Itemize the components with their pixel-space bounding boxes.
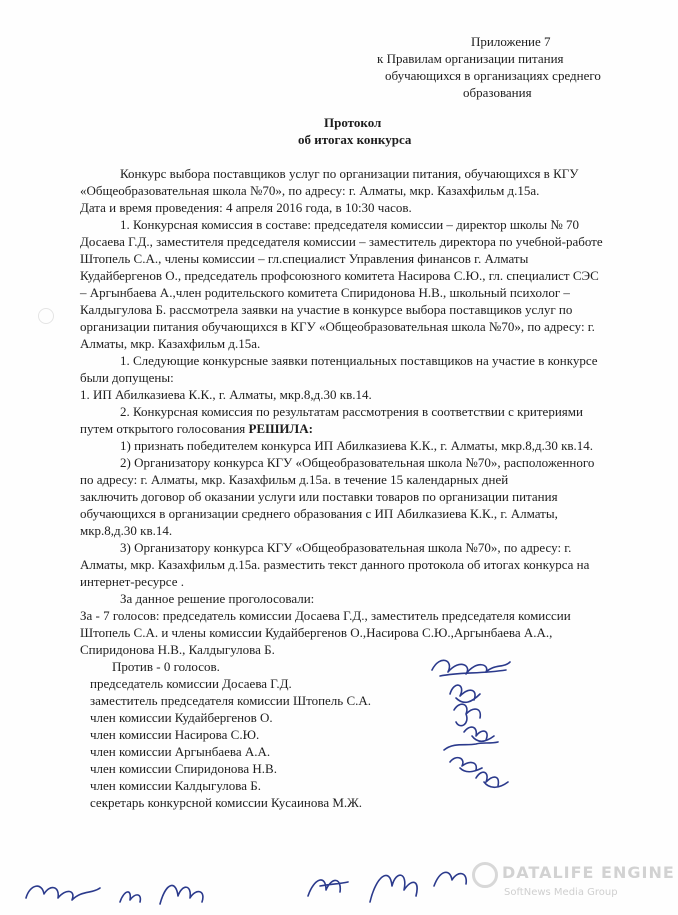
signatory-member: член комиссии Аргынбаева А.А. [90, 744, 271, 759]
commission-line: – Аргынбаева А.,член родительского комитета Спиридонова Н.В., школьный психолог – [80, 285, 570, 300]
decision-item-2: обучающихся в организации среднего образования с ИП Абилказиева К.К., г. Алматы, [80, 506, 558, 521]
watermark-title: DATALIFE ENGINE [502, 863, 675, 882]
voting-heading: За данное решение проголосовали: [120, 591, 315, 606]
commission-line: Кудайбергенов О., председатель профсоюзного комитета Насирова С.Ю., гл. специалист СЭС [80, 268, 599, 283]
decision-item-1: 1) признать победителем конкурса ИП Абилказиева К.К., г. Алматы, мкр.8,д.30 кв.14. [120, 438, 594, 453]
signatory-deputy: заместитель председателя комиссии Штопель С.А. [90, 693, 372, 708]
appendix-line: обучающихся в организациях среднего [385, 68, 601, 83]
admitted-line: были допущены: [80, 370, 174, 385]
watermark-logo-icon [472, 862, 498, 888]
signatory-secretary: секретарь конкурсной комиссии Кусаинова М.Ж. [90, 795, 363, 810]
decision-item-2: 2) Организатору конкурса КГУ «Общеобразовательная школа №70», расположенного [120, 455, 595, 470]
decision-keyword: РЕШИЛА: [248, 421, 313, 436]
voting-for: За - 7 голосов: председатель комиссии Досаева Г.Д., заместитель председателя комиссии [80, 608, 571, 623]
intro-line: «Общеобразовательная школа №70», по адресу: г. Алматы, мкр. Казахфильм д.15а. [80, 183, 540, 198]
punch-hole-mark [38, 308, 54, 324]
signatory-member: член комиссии Кудайбергенов О. [90, 710, 273, 725]
appendix-title: Приложение 7 [471, 34, 551, 49]
commission-line: Досаева Г.Д., заместителя председателя комиссии – заместитель директора по учебной-работе [80, 234, 603, 249]
document-subtitle: об итогах конкурса [298, 132, 412, 147]
appendix-line: образования [463, 85, 532, 100]
signatory-chair: председатель комиссии Досаева Г.Д. [90, 676, 292, 691]
watermark [472, 860, 675, 904]
decision-item-3: интернет-ресурсе . [80, 574, 184, 589]
decision-item-2: по адресу: г. Алматы, мкр. Казахфильм д.15а. в течение 15 календарных дней [80, 472, 509, 487]
commission-line: Алматы, мкр. Казахфильм д.15а. [80, 336, 261, 351]
signatures-column [420, 650, 530, 800]
intro-line: Конкурс выбора поставщиков услуг по организации питания, обучающихся в КГУ [120, 166, 579, 181]
admitted-line: 1. Следующие конкурсные заявки потенциальных поставщиков на участие в конкурсе [120, 353, 598, 368]
voting-against: Против - 0 голосов. [112, 659, 220, 674]
admitted-supplier: 1. ИП Абилказиева К.К., г. Алматы, мкр.8,д.30 кв.14. [80, 387, 372, 402]
intro-date: Дата и время проведения: 4 апреля 2016 года, в 10:30 часов. [80, 200, 412, 215]
signatory-member: член комиссии Калдыгулова Б. [90, 778, 261, 793]
bottom-signatures-right [300, 856, 480, 911]
commission-line: 1. Конкурсная комиссия в составе: председателя комиссии – директор школы № 70 [120, 217, 580, 232]
decision-line: 2. Конкурсная комиссия по результатам рассмотрения в соответствии с критериями [120, 404, 583, 419]
commission-line: Калдыгулова Б. рассмотрела заявки на участие в конкурсе выбора поставщиков услуг по [80, 302, 573, 317]
commission-line: организации питания обучающихся в КГУ «Общеобразовательная школа №70», по адресу: г. [80, 319, 595, 334]
commission-line: Штопель С.А., члены комиссии – гл.специалист Управления финансов г. Алматы [80, 251, 529, 266]
voting-for: Спиридонова Н.В., Калдыгулова Б. [80, 642, 275, 657]
document-title: Протокол [324, 115, 382, 130]
decision-line: путем открытого голосования РЕШИЛА: [80, 421, 313, 436]
voting-for: Штопель С.А. и члены комиссии Кудайбергенов О.,Насирова С.Ю.,Аргынбаева А.А., [80, 625, 553, 640]
signatory-member: член комиссии Спиридонова Н.В. [90, 761, 277, 776]
decision-item-2: мкр.8,д.30 кв.14. [80, 523, 173, 538]
decision-item-3: Алматы, мкр. Казахфильм д.15а. разместить текст данного протокола об итогах конкурса на [80, 557, 590, 572]
watermark-subtitle: SoftNews Media Group [504, 887, 618, 898]
appendix-line: к Правилам организации питания [377, 51, 564, 66]
bottom-signatures-left [20, 868, 220, 913]
decision-item-2: заключить договор об оказании услуги или поставки товаров по организации питания [80, 489, 558, 504]
decision-item-3: 3) Организатору конкурса КГУ «Общеобразовательная школа №70», по адресу: г. [120, 540, 572, 555]
signatory-member: член комиссии Насирова С.Ю. [90, 727, 260, 742]
